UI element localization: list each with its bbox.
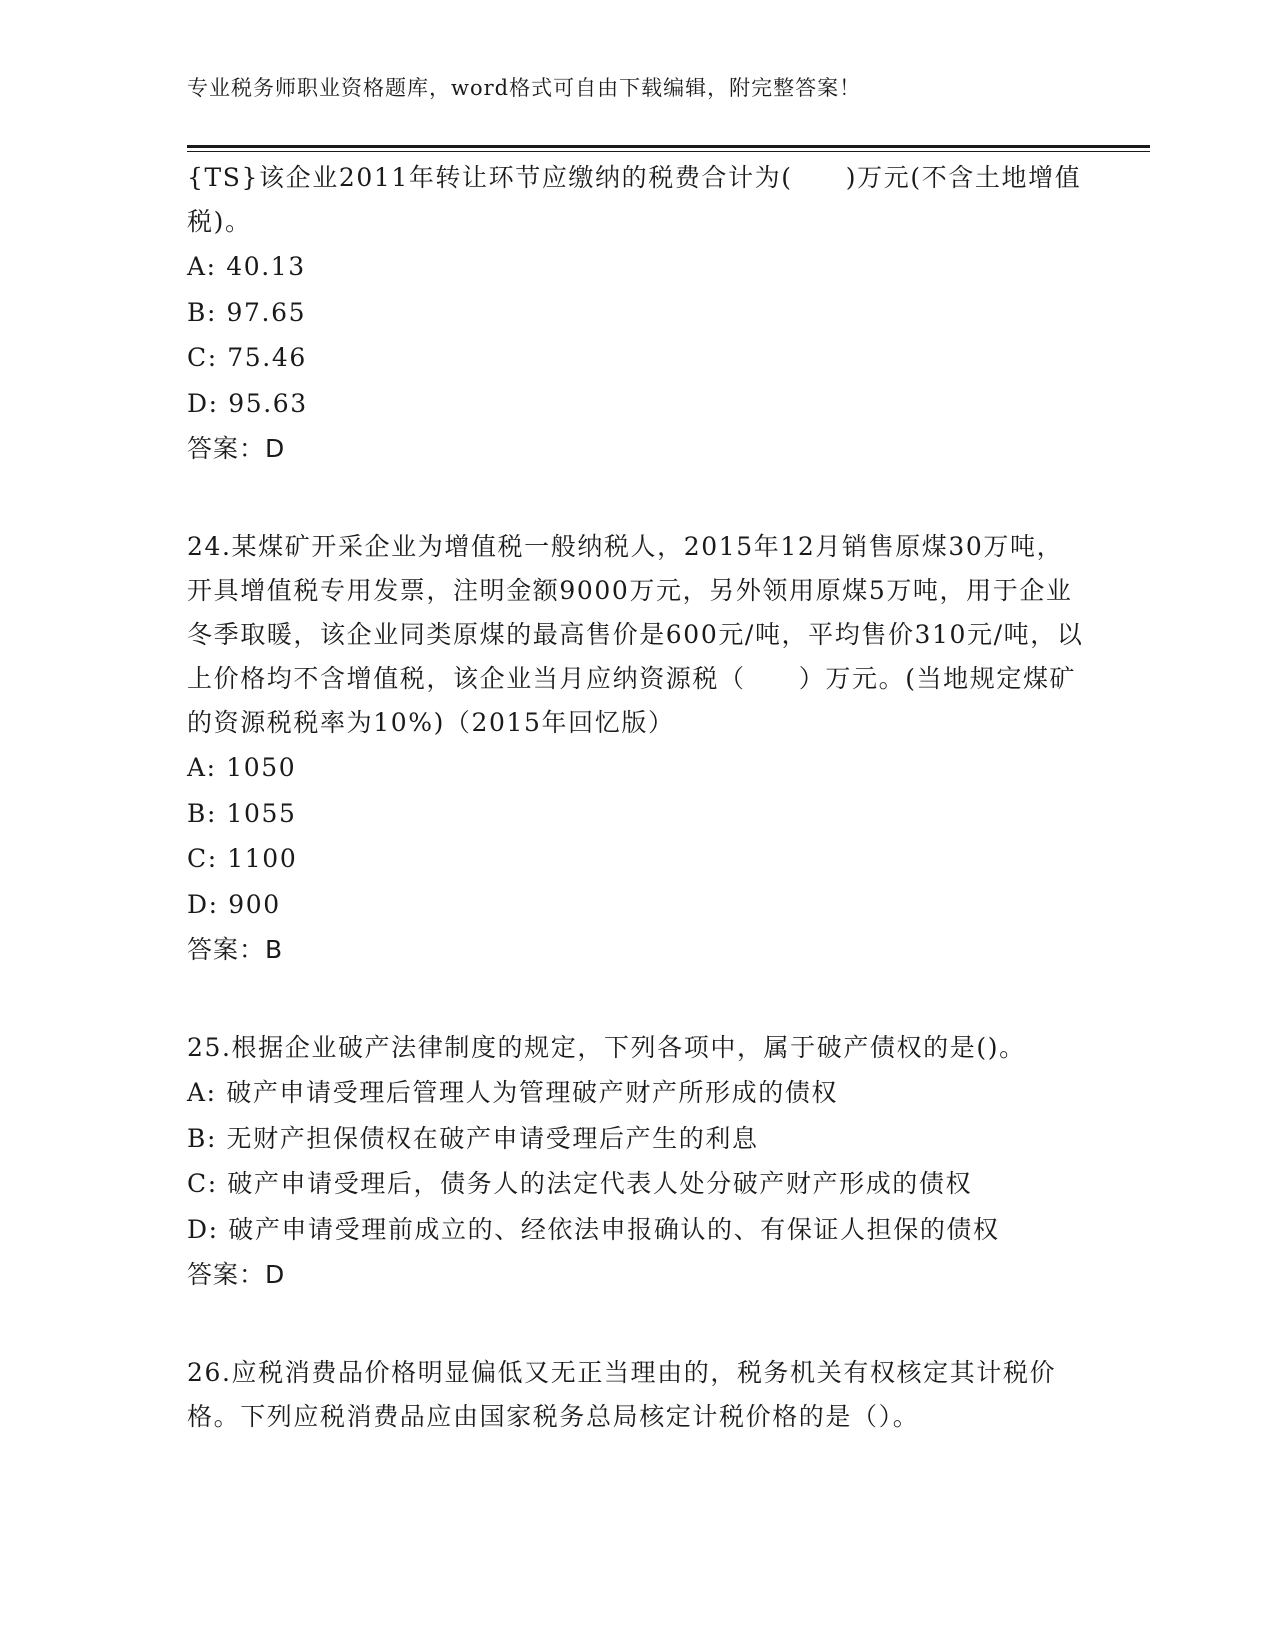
option-d: D: 900 <box>187 889 281 919</box>
question-item <box>187 525 1087 972</box>
question-stem: 25.根据企业破产法律制度的规定，下列各项中，属于破产债权的是()。 <box>187 1033 1026 1062</box>
option-d: D: 破产申请受理前成立的、经依法申报确认的、有保证人担保的债权 <box>187 1214 1000 1244</box>
answer-line: 答案：B <box>187 935 284 964</box>
option-b: B: 无财产担保债权在破产申请受理后产生的利息 <box>187 1123 759 1153</box>
header-rule-thin <box>187 151 1150 152</box>
option-a: A: 破产申请受理后管理人为管理破产财产所形成的债权 <box>187 1078 839 1107</box>
question-list <box>187 156 1087 1493</box>
page-header: 专业税务师职业资格题库，word格式可自由下载编辑，附完整答案！ <box>187 76 862 100</box>
option-c: C: 75.46 <box>187 343 307 372</box>
option-c: C: 1100 <box>187 844 298 873</box>
answer-line: 答案：D <box>187 1260 286 1289</box>
question-stem: 24.某煤矿开采企业为增值税一般纳税人，2015年12月销售原煤30万吨，开具增值税专用发票，注明金额9000万元，另外领用原煤5万吨，用于企业冬季取暖，该企业同类原煤的最高售价是600元/吨，平均售价310元/吨，以上价格均不含增值税，该企业当月应纳资源税（ ）万元。(当地规定煤矿的资源税税率为10%)（2015年回忆版） <box>187 532 1084 737</box>
question-stem: {TS}该企业2011年转让环节应缴纳的税费合计为( )万元(不含土地增值税)。 <box>187 163 1082 236</box>
question-stem: 26.应税消费品价格明显偏低又无正当理由的，税务机关有权核定其计税价格。下列应税消费品应由国家税务总局核定计税价格的是（）。 <box>187 1358 1057 1431</box>
question-item <box>187 1351 1087 1439</box>
question-item <box>187 156 1087 471</box>
option-d: D: 95.63 <box>187 388 308 418</box>
question-item <box>187 1026 1087 1297</box>
option-b: B: 97.65 <box>187 297 307 327</box>
option-a: A: 40.13 <box>187 252 306 281</box>
header-rule-thick <box>187 145 1150 148</box>
option-c: C: 破产申请受理后，债务人的法定代表人处分破产财产形成的债权 <box>187 1169 973 1198</box>
answer-line: 答案：D <box>187 434 286 463</box>
option-a: A: 1050 <box>187 753 297 782</box>
option-b: B: 1055 <box>187 798 297 828</box>
